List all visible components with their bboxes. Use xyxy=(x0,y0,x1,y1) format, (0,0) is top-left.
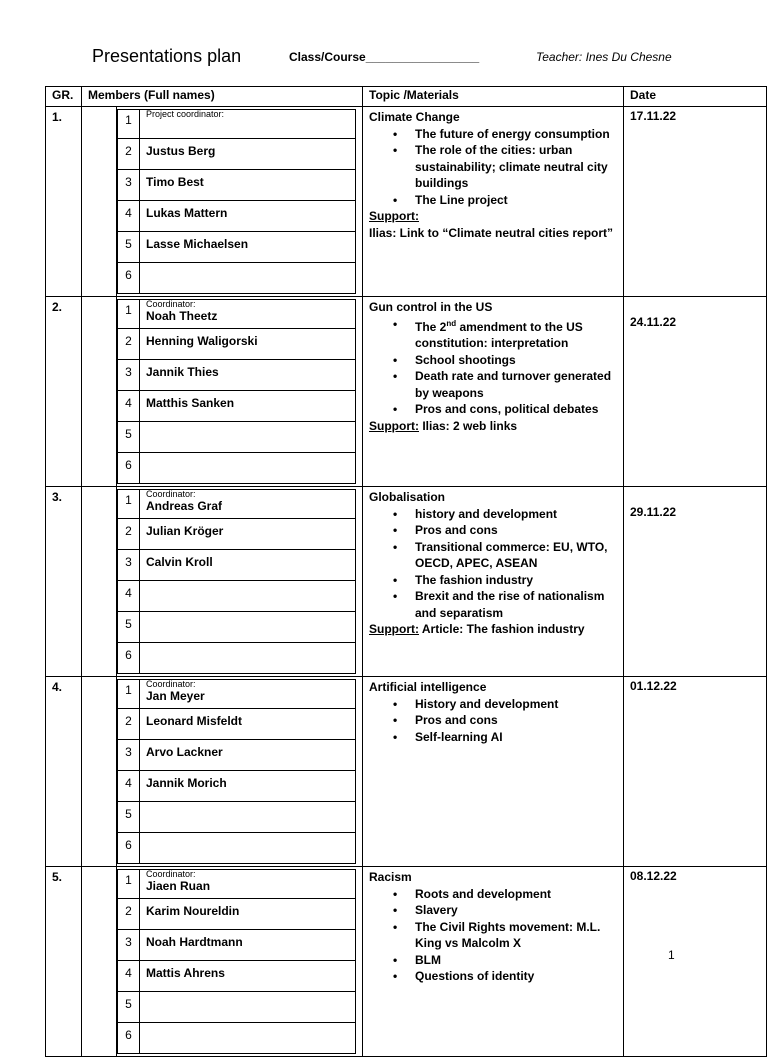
member-row xyxy=(118,870,356,899)
member-row xyxy=(118,110,356,139)
topic-title: Gun control in the US xyxy=(369,300,493,314)
member-number: 2 xyxy=(118,329,140,360)
coordinator-label: Coordinator: xyxy=(146,299,196,309)
member-number: 3 xyxy=(118,550,140,581)
coordinator-label: Coordinator: xyxy=(146,489,196,499)
member-row xyxy=(118,360,356,391)
topic-cell xyxy=(363,867,624,1057)
member-row xyxy=(118,802,356,833)
member-name: Karim Noureldin xyxy=(140,899,356,930)
member-number: 5 xyxy=(118,612,140,643)
member-number: 5 xyxy=(118,422,140,453)
member-name xyxy=(140,1023,356,1054)
topic-bullet: • The Line project xyxy=(415,192,617,209)
topic-bullet: • history and development xyxy=(415,506,617,523)
header-date: Date xyxy=(624,87,767,107)
topic-bullets xyxy=(369,126,617,209)
member-number: 2 xyxy=(118,519,140,550)
member-number: 6 xyxy=(118,833,140,864)
member-row xyxy=(118,961,356,992)
members-list xyxy=(117,679,356,864)
coordinator-name xyxy=(140,680,356,709)
member-name xyxy=(140,802,356,833)
topic-bullets xyxy=(369,316,617,418)
support-label: Support: xyxy=(369,418,419,433)
member-number: 3 xyxy=(118,360,140,391)
topic-cell xyxy=(363,487,624,677)
presentation-date: 17.11.22 xyxy=(630,109,677,123)
member-number: 3 xyxy=(118,740,140,771)
date-cell xyxy=(624,867,767,1057)
member-row xyxy=(118,329,356,360)
coordinator-value: Jan Meyer xyxy=(146,689,205,703)
date-cell xyxy=(624,677,767,867)
topic-bullet: • Slavery xyxy=(415,902,617,919)
member-name xyxy=(140,581,356,612)
member-row xyxy=(118,740,356,771)
member-number: 4 xyxy=(118,961,140,992)
topic-bullet: • Pros and cons, political debates xyxy=(415,401,617,418)
coordinator-value: Noah Theetz xyxy=(146,309,218,323)
member-name: Leonard Misfeldt xyxy=(140,709,356,740)
support-label: Support: xyxy=(369,209,419,223)
member-number: 2 xyxy=(118,139,140,170)
member-row xyxy=(118,581,356,612)
group-number: 5. xyxy=(46,867,82,1057)
coordinator-value: Jiaen Ruan xyxy=(146,879,211,893)
support-text: Ilias: Link to “Climate neutral cities report” xyxy=(369,225,614,240)
support-label: Support: xyxy=(369,622,419,636)
topic-bullet: • Brexit and the rise of nationalism and separatism xyxy=(415,588,617,621)
topic-bullet: • The future of energy consumption xyxy=(415,126,617,143)
member-number: 3 xyxy=(118,170,140,201)
presentation-date: 01.12.22 xyxy=(630,679,677,693)
members-cell xyxy=(82,867,363,1057)
member-name: Noah Hardtmann xyxy=(140,930,356,961)
members-cell xyxy=(82,297,363,487)
coordinator-label: Project coordinator: xyxy=(146,109,225,119)
group-number: 1. xyxy=(46,107,82,297)
member-name: Jannik Morich xyxy=(140,771,356,802)
member-name: Justus Berg xyxy=(140,139,356,170)
member-name: Lukas Mattern xyxy=(140,201,356,232)
member-name: Henning Waligorski xyxy=(140,329,356,360)
member-row xyxy=(118,643,356,674)
group-row xyxy=(46,677,767,867)
member-number: 6 xyxy=(118,263,140,294)
support-line xyxy=(369,621,617,638)
document-title: Presentations plan xyxy=(92,46,242,66)
member-row xyxy=(118,490,356,519)
topic-title: Artificial intelligence xyxy=(369,680,487,694)
coordinator-name xyxy=(140,870,356,899)
member-row xyxy=(118,992,356,1023)
presentations-table xyxy=(45,86,767,1057)
member-row xyxy=(118,263,356,294)
class-course-field: Class/Course_________________ xyxy=(289,50,480,64)
topic-bullet: • School shootings xyxy=(415,352,617,369)
member-row xyxy=(118,300,356,329)
presentation-date: 29.11.22 xyxy=(630,505,677,519)
member-number: 1 xyxy=(118,300,140,329)
member-name: Julian Kröger xyxy=(140,519,356,550)
member-name: Calvin Kroll xyxy=(140,550,356,581)
coordinator-label: Coordinator: xyxy=(146,679,196,689)
member-row xyxy=(118,170,356,201)
members-list xyxy=(117,869,356,1054)
topic-title: Racism xyxy=(369,870,412,884)
member-number: 1 xyxy=(118,680,140,709)
member-number: 2 xyxy=(118,709,140,740)
topic-title: Climate Change xyxy=(369,110,460,124)
date-cell xyxy=(624,107,767,297)
topic-bullet: • Transitional commerce: EU, WTO, OECD, APEC, ASEAN xyxy=(415,539,617,572)
member-row xyxy=(118,930,356,961)
topic-bullets xyxy=(369,506,617,622)
members-spacer xyxy=(82,297,117,486)
topic-bullet: • Pros and cons xyxy=(415,522,617,539)
members-list xyxy=(117,109,356,294)
member-row xyxy=(118,709,356,740)
header-gr: GR. xyxy=(46,87,82,107)
group-row xyxy=(46,297,767,487)
member-name: Jannik Thies xyxy=(140,360,356,391)
teacher-name: Teacher: Ines Du Chesne xyxy=(536,50,672,64)
date-cell xyxy=(624,487,767,677)
member-name xyxy=(140,612,356,643)
page-header xyxy=(0,44,768,74)
header-topic: Topic /Materials xyxy=(363,87,624,107)
topic-bullets xyxy=(369,886,617,985)
member-number: 1 xyxy=(118,870,140,899)
topic-title: Globalisation xyxy=(369,490,446,504)
member-row xyxy=(118,422,356,453)
topic-bullet: • Roots and development xyxy=(415,886,617,903)
group-number: 2. xyxy=(46,297,82,487)
members-spacer xyxy=(82,107,117,296)
members-spacer xyxy=(82,487,117,676)
member-number: 3 xyxy=(118,930,140,961)
member-number: 6 xyxy=(118,1023,140,1054)
member-number: 4 xyxy=(118,391,140,422)
member-row xyxy=(118,899,356,930)
header-members: Members (Full names) xyxy=(82,87,363,107)
group-number: 4. xyxy=(46,677,82,867)
member-number: 2 xyxy=(118,899,140,930)
member-name: Mattis Ahrens xyxy=(140,961,356,992)
member-row xyxy=(118,680,356,709)
support-line xyxy=(369,418,617,435)
member-row xyxy=(118,1023,356,1054)
group-row xyxy=(46,867,767,1057)
coordinator-name xyxy=(140,300,356,329)
member-number: 5 xyxy=(118,232,140,263)
member-name xyxy=(140,992,356,1023)
topic-bullet: • The 2nd amendment to the US constitution: interpretation xyxy=(415,316,617,352)
members-cell xyxy=(82,107,363,297)
member-row xyxy=(118,391,356,422)
member-row xyxy=(118,612,356,643)
member-number: 6 xyxy=(118,643,140,674)
presentation-date: 24.11.22 xyxy=(630,315,677,329)
topic-bullet: • History and development xyxy=(415,696,617,713)
topic-bullet: • Death rate and turnover generated by weapons xyxy=(415,368,617,401)
member-number: 6 xyxy=(118,453,140,484)
members-spacer xyxy=(82,677,117,866)
topic-bullet: • Pros and cons xyxy=(415,712,617,729)
member-row xyxy=(118,453,356,484)
support-text: Ilias: 2 web links xyxy=(419,418,518,433)
member-row xyxy=(118,550,356,581)
member-name xyxy=(140,263,356,294)
topic-bullet: • The fashion industry xyxy=(415,572,617,589)
topic-bullet: • Questions of identity xyxy=(415,968,617,985)
member-number: 4 xyxy=(118,201,140,232)
member-number: 1 xyxy=(118,110,140,139)
member-name xyxy=(140,643,356,674)
date-cell xyxy=(624,297,767,487)
topic-bullet: • Self-learning AI xyxy=(415,729,617,746)
coordinator-name xyxy=(140,110,356,139)
member-number: 5 xyxy=(118,802,140,833)
member-row xyxy=(118,139,356,170)
members-list xyxy=(117,489,356,674)
member-number: 4 xyxy=(118,581,140,612)
member-number: 1 xyxy=(118,490,140,519)
table-header-row xyxy=(46,87,767,107)
members-spacer xyxy=(82,867,117,1056)
topic-bullet: • The Civil Rights movement: M.L. King vs Malcolm X xyxy=(415,919,617,952)
members-cell xyxy=(82,487,363,677)
topic-bullet: • The role of the cities: urban sustainability; climate neutral city buildings xyxy=(415,142,617,192)
member-name: Arvo Lackner xyxy=(140,740,356,771)
member-name: Matthis Sanken xyxy=(140,391,356,422)
member-number: 5 xyxy=(118,992,140,1023)
members-list xyxy=(117,299,356,484)
member-row xyxy=(118,833,356,864)
topic-cell xyxy=(363,107,624,297)
topic-bullet: • BLM xyxy=(415,952,617,969)
coordinator-name xyxy=(140,490,356,519)
member-row xyxy=(118,771,356,802)
member-name xyxy=(140,422,356,453)
member-name: Timo Best xyxy=(140,170,356,201)
member-number: 4 xyxy=(118,771,140,802)
support-line xyxy=(369,208,617,241)
group-row xyxy=(46,487,767,677)
member-name xyxy=(140,453,356,484)
support-text: Article: The fashion industry xyxy=(419,622,585,636)
group-number: 3. xyxy=(46,487,82,677)
group-row xyxy=(46,107,767,297)
coordinator-value: Andreas Graf xyxy=(146,499,223,513)
topic-cell xyxy=(363,677,624,867)
member-row xyxy=(118,201,356,232)
coordinator-label: Coordinator: xyxy=(146,869,196,879)
member-row xyxy=(118,519,356,550)
presentation-date: 08.12.22 xyxy=(630,869,677,883)
member-name: Lasse Michaelsen xyxy=(140,232,356,263)
topic-cell xyxy=(363,297,624,487)
members-cell xyxy=(82,677,363,867)
page-number: 1 xyxy=(668,948,675,962)
topic-bullets xyxy=(369,696,617,746)
member-name xyxy=(140,833,356,864)
member-row xyxy=(118,232,356,263)
